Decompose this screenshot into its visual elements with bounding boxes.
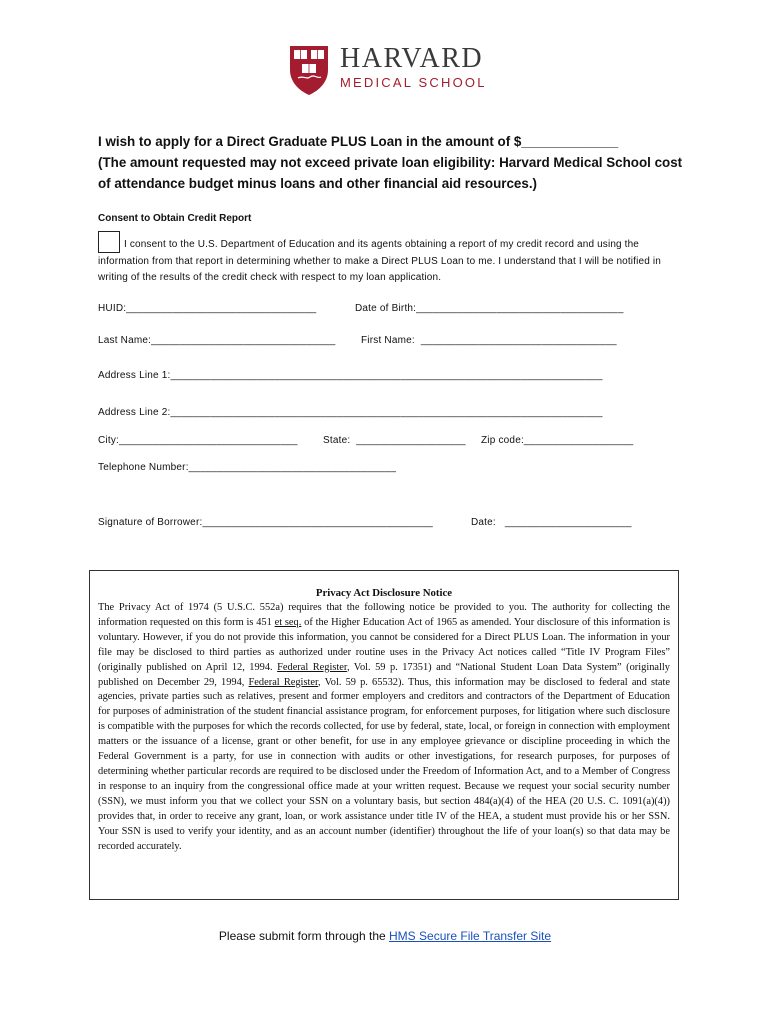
date-of-birth-field[interactable]: Date of Birth:____________________________________ bbox=[355, 303, 624, 314]
address-line-2-field[interactable]: Address Line 2:___________________________________________________________________________ bbox=[98, 407, 603, 418]
secure-file-transfer-link[interactable]: HMS Secure File Transfer Site bbox=[389, 929, 552, 943]
signature-field[interactable]: Signature of Borrower:________________________________________ bbox=[98, 517, 433, 528]
last-name-field[interactable]: Last Name:________________________________ bbox=[98, 335, 336, 346]
heading-line-2: (The amount requested may not exceed private loan eligibility: Harvard Medical School cost of attendance budget minus loans and other financial aid resources.) bbox=[98, 155, 683, 191]
privacy-act-notice-box bbox=[89, 570, 679, 900]
privacy-text-4: , Vol. 59 p. 65532). Thus, this information may be disclosed to federal and state agencies, private parties such as relatives, present and former employers and creditors and contractors of the Department of Education for purposes of administration of the student financial assistance program, for enforcement purposes, for litigation where such disclosure is compatible with the purposes for which the records collected, for use by federal, state, local, or foreign in connection with employment matters or the issuance of a license, grant or other benefit, for use in any employee grievance or discipline proceeding in which the Federal Government is a party, for use in connection with audits or other investigations, for research purposes, for purposes of determining whether particular records are required to be disclosed under the Freedom of Information Act, and to a Member of Congress in response to an inquiry from the congressional office made at your written request. Because we request your social security number (SSN), we must inform you that we collect your SSN on a voluntary basis, but section 484(a)(4) of the HEA (20 U.S. C. 1091(a)(4)) provides that, in order to receive any grant, loan, or work assistance under title IV of the HEA, a student must provide his or her SSN. Your SSN is used to verify your identity, and as an account number (identifier) throughout the life of your loan(s) so that data may be recorded accurately. bbox=[98, 676, 671, 852]
telephone-field[interactable]: Telephone Number:____________________________________ bbox=[98, 462, 397, 473]
submit-text: Please submit form through the bbox=[218, 929, 390, 943]
privacy-notice-body bbox=[98, 601, 670, 854]
zip-code-field[interactable]: Zip code:___________________ bbox=[481, 435, 634, 446]
city-field[interactable]: City:_______________________________ bbox=[98, 435, 298, 446]
federal-register-2: Federal Register bbox=[248, 676, 319, 688]
loan-amount-heading bbox=[98, 131, 688, 194]
privacy-text-2: of the Higher Education Act of 1965 as amended. Your disclosure of this information is voluntary. However, if you do not provide this information, you cannot be considered for a Direct PLUS Loan. The information in your file may be disclosed to third parties as authorized under routine uses in the Privacy Act notices called “Title IV Program Files” (originally published on April 12, 1994. bbox=[98, 616, 670, 673]
consent-title: Consent to Obtain Credit Report bbox=[98, 213, 252, 224]
harvard-shield-icon bbox=[288, 44, 330, 96]
huid-field[interactable]: HUID:_________________________________ bbox=[98, 303, 317, 314]
state-field[interactable]: State: ___________________ bbox=[323, 435, 466, 446]
harvard-medical-school-logo bbox=[288, 44, 487, 98]
privacy-text-3: , Vol. 59 p. 17351) and “National Student Loan Data System” (originally published on December 29, 1994, bbox=[98, 661, 670, 688]
logo-harvard-text: HARVARD bbox=[340, 43, 484, 74]
consent-text: I consent to the U.S. Department of Education and its agents obtaining a report of my credit record and using the information from that report in determining whether to make a Direct PLUS Loan to me. I understand that I will be notified in writing of the results of the credit check with respect to my loan application. bbox=[98, 239, 661, 283]
et-seq-text: et seq. bbox=[274, 616, 302, 628]
submit-instructions bbox=[0, 929, 770, 943]
signature-date-field[interactable]: Date: ______________________ bbox=[471, 517, 632, 528]
logo-school-text: MEDICAL SCHOOL bbox=[340, 75, 487, 90]
address-line-1-field[interactable]: Address Line 1:___________________________________________________________________________ bbox=[98, 370, 603, 381]
privacy-text-1: The Privacy Act of 1974 (5 U.S.C. 552a) requires that the following notice be provided to you. The authority for collecting the information requested on this form is 451 bbox=[98, 602, 670, 628]
heading-line-1: I wish to apply for a Direct Graduate PLUS Loan in the amount of $_____________ bbox=[98, 134, 619, 149]
federal-register-1: Federal Register bbox=[277, 661, 347, 673]
privacy-notice-title: Privacy Act Disclosure Notice bbox=[315, 587, 453, 599]
first-name-field[interactable]: First Name: __________________________________ bbox=[361, 335, 617, 346]
